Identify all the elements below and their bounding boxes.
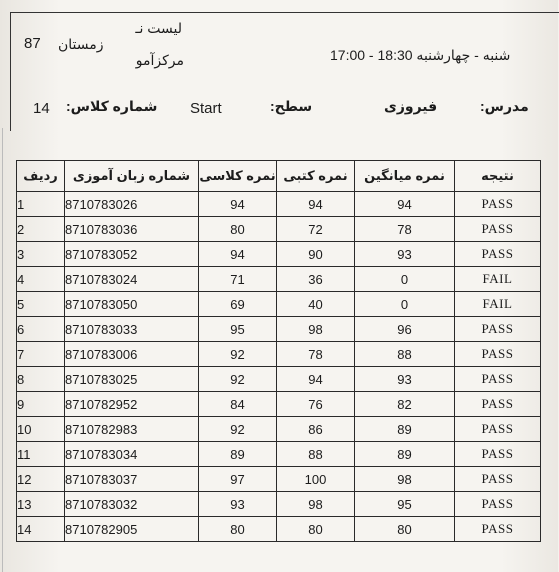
student-count: 87 (24, 35, 41, 52)
page-edge (2, 128, 11, 572)
table-row (17, 517, 541, 542)
class-schedule: شنبه - چهارشنبه 18:30 - 17:00 (330, 47, 511, 63)
student-id-cell: 8710783036 (65, 217, 199, 242)
row-number-cell: 3 (17, 242, 65, 267)
header-row-number: ردیف (17, 161, 65, 192)
result-cell: PASS (455, 317, 541, 342)
average-cell: 0 (355, 292, 455, 317)
average-cell: 94 (355, 192, 455, 217)
result-cell: PASS (455, 417, 541, 442)
result-cell: PASS (455, 392, 541, 417)
term-season: زمستان (58, 36, 104, 52)
table-row (17, 392, 541, 417)
table-row (17, 417, 541, 442)
table-row (17, 292, 541, 317)
table-row (17, 192, 541, 217)
class-score-cell: 80 (199, 217, 277, 242)
result-cell: PASS (455, 442, 541, 467)
row-number-cell: 14 (17, 517, 65, 542)
average-cell: 82 (355, 392, 455, 417)
written-score-cell: 72 (277, 217, 355, 242)
class-score-cell: 94 (199, 192, 277, 217)
class-score-cell: 92 (199, 417, 277, 442)
written-score-cell: 88 (277, 442, 355, 467)
row-number-cell: 10 (17, 417, 65, 442)
result-cell: PASS (455, 217, 541, 242)
level-label: سطح: (270, 98, 313, 114)
row-number-cell: 13 (17, 492, 65, 517)
row-number-cell: 2 (17, 217, 65, 242)
row-number-cell: 9 (17, 392, 65, 417)
table-row (17, 267, 541, 292)
class-score-cell: 93 (199, 492, 277, 517)
teacher-name: فیروزی (384, 98, 438, 114)
teacher-label: مدرس: (480, 98, 529, 114)
row-number-cell: 6 (17, 317, 65, 342)
result-cell: PASS (455, 492, 541, 517)
grades-table (16, 160, 541, 542)
average-cell: 93 (355, 367, 455, 392)
student-id-cell: 8710783033 (65, 317, 199, 342)
list-title: لیست نـ (135, 20, 182, 36)
average-cell: 88 (355, 342, 455, 367)
written-score-cell: 36 (277, 267, 355, 292)
student-id-cell: 8710783037 (65, 467, 199, 492)
written-score-cell: 86 (277, 417, 355, 442)
written-score-cell: 80 (277, 517, 355, 542)
row-number-cell: 1 (17, 192, 65, 217)
class-score-cell: 97 (199, 467, 277, 492)
row-number-cell: 7 (17, 342, 65, 367)
class-number: 14 (33, 100, 50, 117)
header-written-score: نمره کتبی (277, 161, 355, 192)
average-cell: 80 (355, 517, 455, 542)
row-number-cell: 12 (17, 467, 65, 492)
center-name: مرکزآمو (135, 52, 184, 68)
table-row (17, 442, 541, 467)
average-cell: 93 (355, 242, 455, 267)
written-score-cell: 94 (277, 192, 355, 217)
table-row (17, 492, 541, 517)
class-score-cell: 84 (199, 392, 277, 417)
header-student-id: شماره زبان آموزی (65, 161, 199, 192)
header-average: نمره میانگین (355, 161, 455, 192)
result-cell: PASS (455, 367, 541, 392)
student-id-cell: 8710783050 (65, 292, 199, 317)
student-id-cell: 8710782983 (65, 417, 199, 442)
written-score-cell: 100 (277, 467, 355, 492)
table-row (17, 342, 541, 367)
class-score-cell: 80 (199, 517, 277, 542)
class-score-cell: 92 (199, 367, 277, 392)
result-cell: PASS (455, 192, 541, 217)
average-cell: 78 (355, 217, 455, 242)
table-row (17, 467, 541, 492)
student-id-cell: 8710783025 (65, 367, 199, 392)
table-header-row (17, 161, 541, 192)
average-cell: 89 (355, 442, 455, 467)
written-score-cell: 78 (277, 342, 355, 367)
student-id-cell: 8710783024 (65, 267, 199, 292)
class-score-cell: 94 (199, 242, 277, 267)
written-score-cell: 98 (277, 492, 355, 517)
class-score-cell: 89 (199, 442, 277, 467)
row-number-cell: 8 (17, 367, 65, 392)
average-cell: 95 (355, 492, 455, 517)
result-cell: PASS (455, 342, 541, 367)
result-cell: PASS (455, 517, 541, 542)
result-cell: PASS (455, 242, 541, 267)
written-score-cell: 94 (277, 367, 355, 392)
written-score-cell: 98 (277, 317, 355, 342)
row-number-cell: 11 (17, 442, 65, 467)
student-id-cell: 8710783026 (65, 192, 199, 217)
student-id-cell: 8710782952 (65, 392, 199, 417)
written-score-cell: 40 (277, 292, 355, 317)
table-row (17, 217, 541, 242)
class-score-cell: 95 (199, 317, 277, 342)
class-score-cell: 71 (199, 267, 277, 292)
average-cell: 0 (355, 267, 455, 292)
class-score-cell: 92 (199, 342, 277, 367)
level-value: Start (190, 100, 222, 117)
header-class-score: نمره کلاسی (199, 161, 277, 192)
student-id-cell: 8710783052 (65, 242, 199, 267)
result-cell: FAIL (455, 267, 541, 292)
average-cell: 98 (355, 467, 455, 492)
header-result: نتیجه (455, 161, 541, 192)
average-cell: 96 (355, 317, 455, 342)
table-body (17, 192, 541, 542)
written-score-cell: 76 (277, 392, 355, 417)
table-row (17, 317, 541, 342)
class-score-cell: 69 (199, 292, 277, 317)
row-number-cell: 4 (17, 267, 65, 292)
average-cell: 89 (355, 417, 455, 442)
class-number-label: شماره کلاس: (66, 98, 158, 114)
student-id-cell: 8710782905 (65, 517, 199, 542)
result-cell: PASS (455, 467, 541, 492)
written-score-cell: 90 (277, 242, 355, 267)
table-row (17, 367, 541, 392)
student-id-cell: 8710783032 (65, 492, 199, 517)
student-id-cell: 8710783006 (65, 342, 199, 367)
result-cell: FAIL (455, 292, 541, 317)
student-id-cell: 8710783034 (65, 442, 199, 467)
row-number-cell: 5 (17, 292, 65, 317)
table-row (17, 242, 541, 267)
